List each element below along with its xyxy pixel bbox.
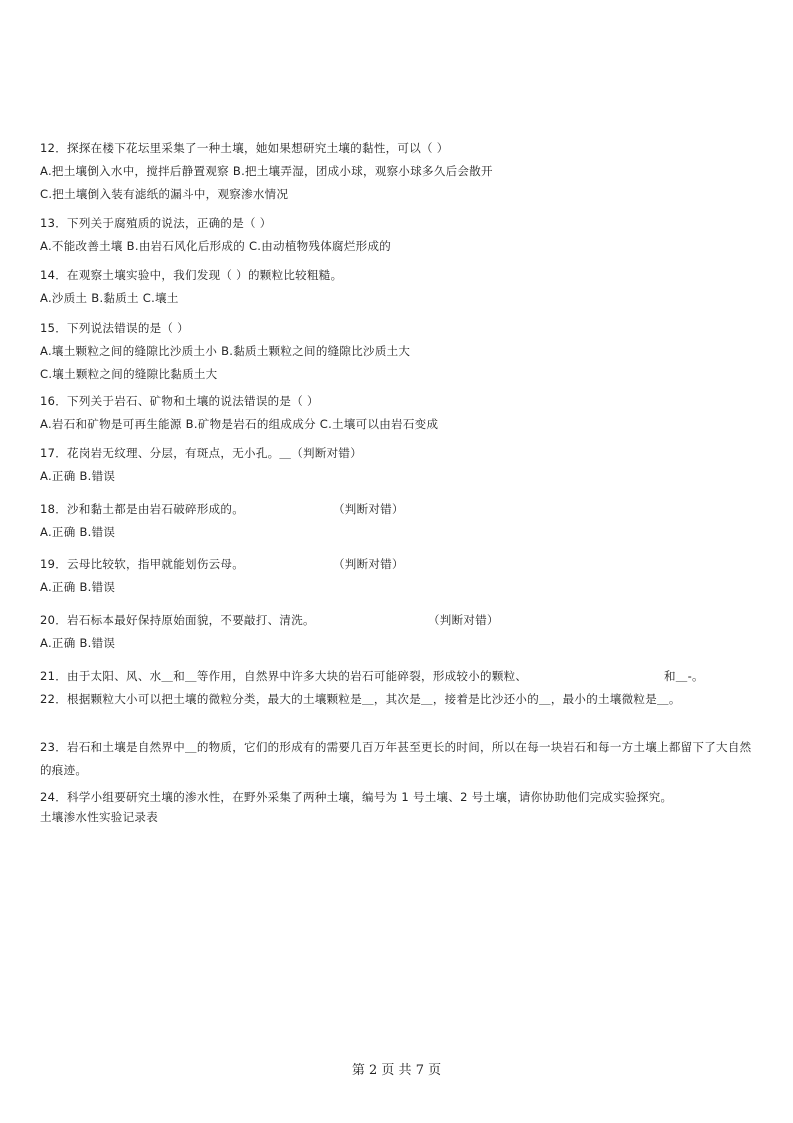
question-16-stem: 16．下列关于岩石、矿物和土壤的说法错误的是（ ） <box>40 394 319 408</box>
question-19-judge-tag: （判断对错） <box>333 557 404 571</box>
question-19-options: A.正确 B.错误 <box>40 580 116 594</box>
question-21-stem: 21．由于太阳、风、水＿和＿等作用，自然界中许多大块的岩石可能碎裂，形成较小的颗粒、 <box>40 669 528 683</box>
question-15-stem: 15．下列说法错误的是（ ） <box>40 321 189 335</box>
question-12-options-1: A.把土壤倒入水中，搅拌后静置观察 B.把土壤弄湿，团成小球，观察小球多久后会散开 <box>40 164 493 178</box>
question-14-options: A.沙质土 B.黏质土 C.壤土 <box>40 291 179 305</box>
question-15-options-1: A.壤土颗粒之间的缝隙比沙质土小 B.黏质土颗粒之间的缝隙比沙质土大 <box>40 344 411 358</box>
question-23-text: 23．岩石和土壤是自然界中＿的物质，它们的形成有的需要几百万年甚至更长的时间，所以在每一块岩石和每一方土壤上都留下了大自然的痕迹。 <box>40 740 752 777</box>
question-20-stem: 20．岩石标本最好保持原始面貌，不要敲打、清洗。 <box>40 613 315 627</box>
question-13-stem: 13．下列关于腐殖质的说法，正确的是（ ） <box>40 216 272 230</box>
experiment-table-title: 土壤渗水性实验记录表 <box>40 810 158 824</box>
question-17-options: A.正确 B.错误 <box>40 469 116 483</box>
question-16-options: A.岩石和矿物是可再生能源 B.矿物是岩石的组成成分 C.土壤可以由岩石变成 <box>40 417 439 431</box>
question-21-tail: 和＿-。 <box>664 669 704 683</box>
question-12-stem: 12．探探在楼下花坛里采集了一种土壤，她如果想研究土壤的黏性，可以（ ） <box>40 141 449 155</box>
question-12-options-2: C.把土壤倒入装有滤纸的漏斗中，观察渗水情况 <box>40 187 289 201</box>
question-17-stem: 17．花岗岩无纹理、分层，有斑点，无小孔。＿（判断对错） <box>40 446 363 460</box>
question-18-stem: 18．沙和黏土都是由岩石破碎形成的。 <box>40 502 245 516</box>
question-18-judge-tag: （判断对错） <box>333 502 404 516</box>
question-14-stem: 14．在观察土壤实验中，我们发现（ ）的颗粒比较粗糙。 <box>40 268 343 282</box>
question-20-judge-tag: （判断对错） <box>428 613 499 627</box>
question-19-stem: 19．云母比较软，指甲就能划伤云母。 <box>40 557 245 571</box>
question-13-options: A.不能改善土壤 B.由岩石风化后形成的 C.由动植物残体腐烂形成的 <box>40 239 392 253</box>
page-footer: 第 2 页 共 7 页 <box>351 1063 442 1078</box>
question-18-options: A.正确 B.错误 <box>40 525 116 539</box>
question-22-text: 22．根据颗粒大小可以把土壤的微粒分类，最大的土壤颗粒是＿，其次是＿，接着是比沙还小的＿，最小的土壤微粒是＿。 <box>40 692 681 706</box>
question-15-options-2: C.壤土颗粒之间的缝隙比黏质土大 <box>40 367 218 381</box>
question-24-stem: 24．科学小组要研究土壤的渗水性，在野外采集了两种土壤，编号为 1 号土壤、2 号土壤，请你协助他们完成实验探究。 <box>40 790 673 804</box>
question-20-options: A.正确 B.错误 <box>40 636 116 650</box>
